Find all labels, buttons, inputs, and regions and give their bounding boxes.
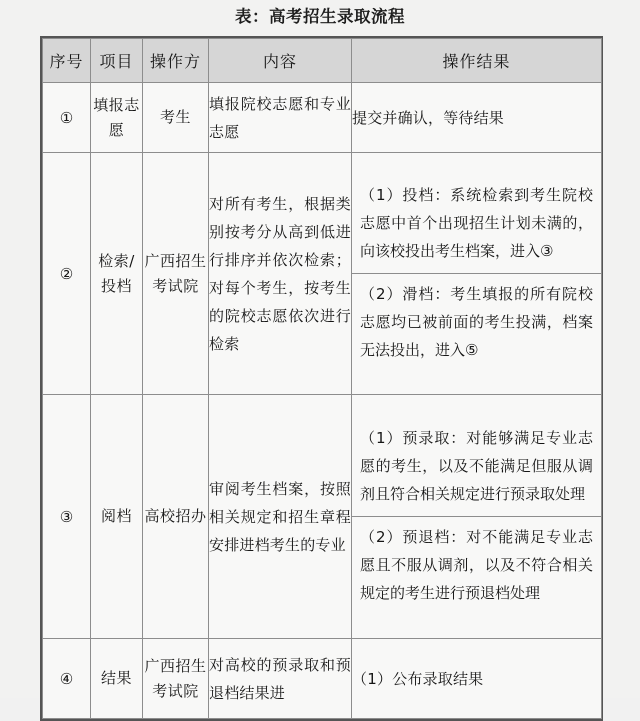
row-content: 填报院校志愿和专业志愿 (209, 83, 352, 153)
row-result-group (352, 395, 602, 639)
row-item: 结果 (91, 639, 143, 719)
table-row (43, 639, 602, 719)
table-row (43, 395, 602, 639)
table-body (43, 83, 602, 719)
row-item: 阅档 (91, 395, 143, 639)
row-content: 对高校的预录取和预退档结果进 (209, 639, 352, 719)
row-item: 检索/投档 (91, 153, 143, 395)
page-title: 表：高考招生录取流程 (235, 7, 405, 26)
table-header-row (43, 39, 602, 83)
column-header-content: 内容 (209, 39, 352, 83)
column-header-item: 项目 (91, 39, 143, 83)
result-item-1: （1）预录取：对能够满足专业志愿的考生，以及不能满足但服从调剂且符合相关规定进行预录取处理 (352, 418, 601, 517)
row-content: 对所有考生，根据类别按考分从高到低进行排序并依次检索；对每个考生，按考生的院校志愿依次进行检索 (209, 153, 352, 395)
table-row (43, 153, 602, 395)
result-stack (352, 418, 601, 615)
result-item-2: （2）滑档：考生填报的所有院校志愿均已被前面的考生投满，档案无法投出，进入⑤ (360, 285, 593, 359)
result-stack (352, 175, 601, 372)
row-result-group (352, 153, 602, 395)
column-header-actor: 操作方 (143, 39, 209, 83)
flow-table-container (40, 36, 603, 721)
row-actor: 广西招生考试院 (143, 639, 209, 719)
column-header-no: 序号 (43, 39, 91, 83)
row-actor: 高校招办 (143, 395, 209, 639)
row-number: ④ (43, 639, 91, 719)
admission-flow-table (42, 38, 602, 719)
row-item: 填报志愿 (91, 83, 143, 153)
row-number: ① (43, 83, 91, 153)
row-content: 审阅考生档案，按照相关规定和招生章程安排进档考生的专业 (209, 395, 352, 639)
row-result: （1）公布录取结果 (352, 639, 602, 719)
table-row (43, 83, 602, 153)
row-actor: 广西招生考试院 (143, 153, 209, 395)
row-result: 提交并确认，等待结果 (352, 83, 602, 153)
row-number: ② (43, 153, 91, 395)
column-header-result: 操作结果 (352, 39, 602, 83)
row-actor: 考生 (143, 83, 209, 153)
row-number: ③ (43, 395, 91, 639)
table-header (43, 39, 602, 83)
result-item-1: （1）投档：系统检索到考生院校志愿中首个出现招生计划未满的，向该校投出考生档案，进入③ (352, 175, 601, 274)
result-item-2: （2）预退档：对不能满足专业志愿且不服从调剂，以及不符合相关规定的考生进行预退档处理 (360, 528, 593, 602)
